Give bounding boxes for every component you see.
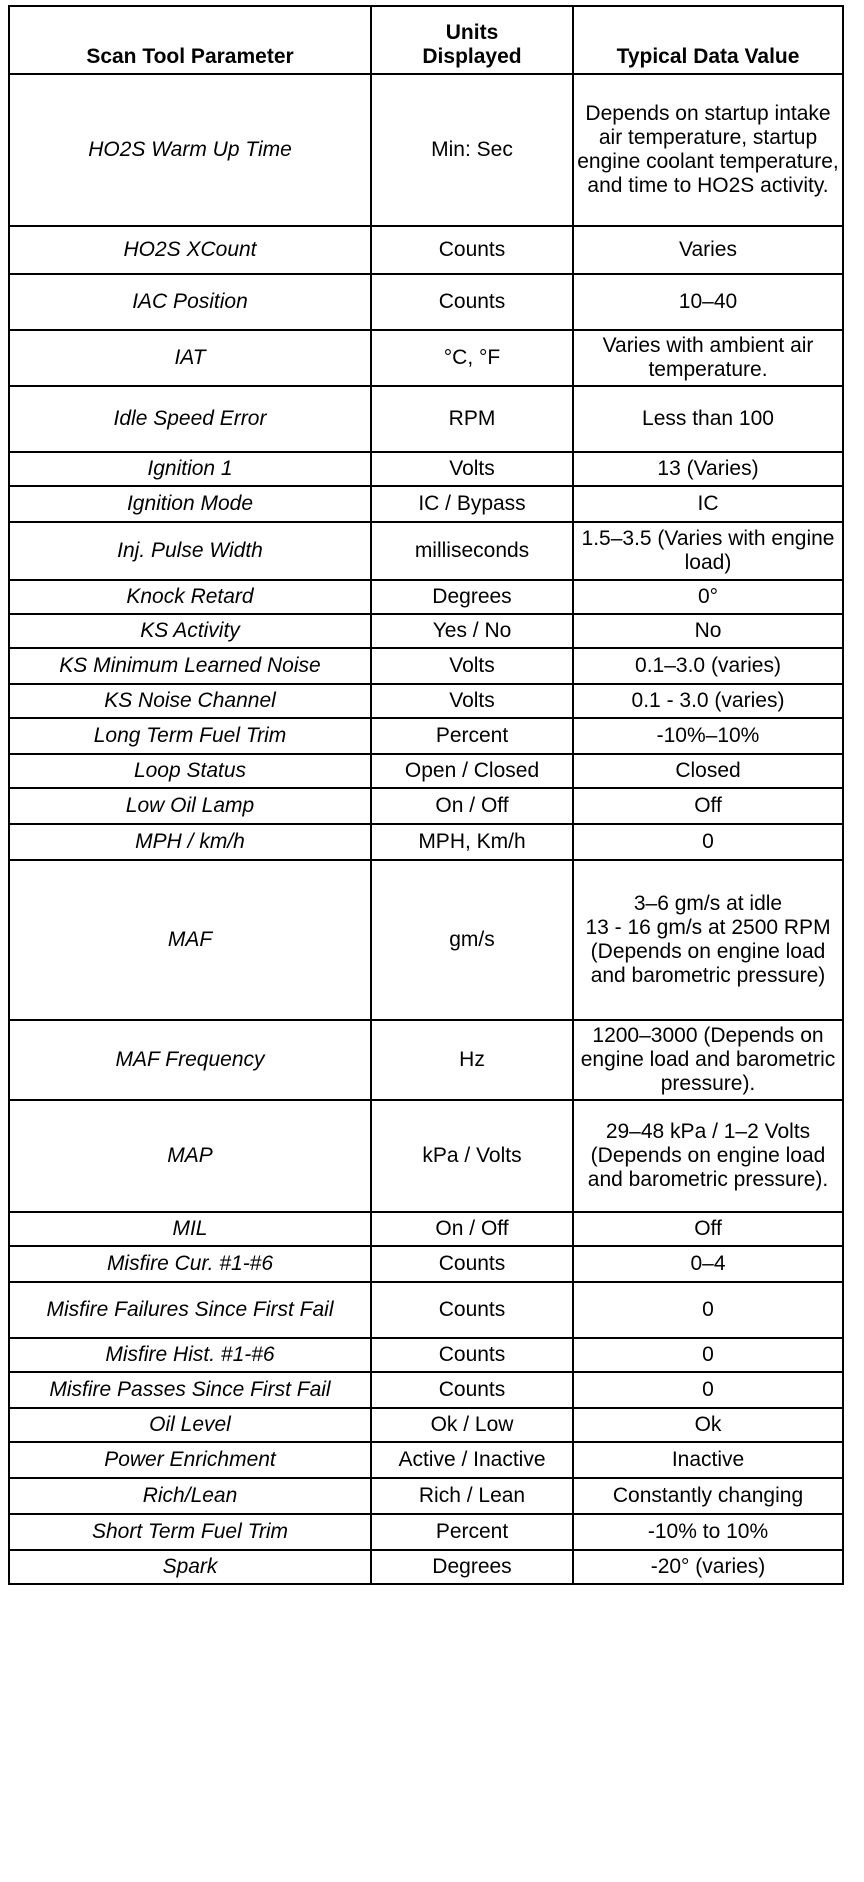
table-row xyxy=(9,1020,843,1100)
typical-value-cell: 0.1–3.0 (varies) xyxy=(573,648,843,684)
typical-value-cell: 13 (Varies) xyxy=(573,452,843,486)
units-cell: Open / Closed xyxy=(371,754,573,788)
units-cell: gm/s xyxy=(371,860,573,1020)
param-cell: Low Oil Lamp xyxy=(9,788,371,824)
typical-value-cell: Varies with ambient air temperature. xyxy=(573,330,843,386)
typical-value-cell: 0 xyxy=(573,1372,843,1408)
param-cell: Misfire Failures Since First Fail xyxy=(9,1282,371,1338)
table-row xyxy=(9,1514,843,1550)
typical-value-cell: 1200–3000 (Depends on engine load and barometric pressure). xyxy=(573,1020,843,1100)
units-cell: Counts xyxy=(371,1246,573,1282)
units-cell: Percent xyxy=(371,1514,573,1550)
param-cell: MPH / km/h xyxy=(9,824,371,860)
typical-value-cell: 0.1 - 3.0 (varies) xyxy=(573,684,843,718)
table-row xyxy=(9,274,843,330)
param-cell: MIL xyxy=(9,1212,371,1246)
units-cell: Volts xyxy=(371,648,573,684)
typical-value-cell: Depends on startup intake air temperature, startup engine coolant temperature, and time to HO2S activity. xyxy=(573,74,843,226)
units-cell: Yes / No xyxy=(371,614,573,648)
units-cell: °C, °F xyxy=(371,330,573,386)
table-row xyxy=(9,718,843,754)
param-cell: Inj. Pulse Width xyxy=(9,522,371,580)
units-cell: IC / Bypass xyxy=(371,486,573,522)
units-cell: Counts xyxy=(371,274,573,330)
table-row xyxy=(9,486,843,522)
param-cell: Loop Status xyxy=(9,754,371,788)
table-row xyxy=(9,330,843,386)
units-cell: Min: Sec xyxy=(371,74,573,226)
param-cell: Power Enrichment xyxy=(9,1442,371,1478)
typical-value-cell: 0 xyxy=(573,824,843,860)
units-cell: Counts xyxy=(371,1282,573,1338)
document-page xyxy=(8,5,842,1585)
typical-value-cell: Closed xyxy=(573,754,843,788)
typical-value-cell: 1.5–3.5 (Varies with engine load) xyxy=(573,522,843,580)
param-cell: Short Term Fuel Trim xyxy=(9,1514,371,1550)
header-typical-data-value: Typical Data Value xyxy=(573,6,843,74)
param-cell: Misfire Passes Since First Fail xyxy=(9,1372,371,1408)
units-cell: kPa / Volts xyxy=(371,1100,573,1212)
units-cell: RPM xyxy=(371,386,573,452)
param-cell: Idle Speed Error xyxy=(9,386,371,452)
typical-value-cell: Less than 100 xyxy=(573,386,843,452)
table-row xyxy=(9,452,843,486)
param-cell: MAP xyxy=(9,1100,371,1212)
typical-value-cell: Varies xyxy=(573,226,843,274)
units-cell: MPH, Km/h xyxy=(371,824,573,860)
units-cell: Active / Inactive xyxy=(371,1442,573,1478)
param-cell: Oil Level xyxy=(9,1408,371,1442)
table-row xyxy=(9,1246,843,1282)
units-cell: Degrees xyxy=(371,1550,573,1584)
table-row xyxy=(9,614,843,648)
table-row xyxy=(9,824,843,860)
param-cell: Ignition Mode xyxy=(9,486,371,522)
param-cell: MAF Frequency xyxy=(9,1020,371,1100)
typical-value-cell: Off xyxy=(573,788,843,824)
param-cell: KS Activity xyxy=(9,614,371,648)
table-row xyxy=(9,1478,843,1514)
typical-value-cell: No xyxy=(573,614,843,648)
table-row xyxy=(9,1442,843,1478)
param-cell: KS Minimum Learned Noise xyxy=(9,648,371,684)
typical-value-cell: IC xyxy=(573,486,843,522)
table-row xyxy=(9,684,843,718)
scan-tool-data-table xyxy=(8,5,844,1585)
table-row xyxy=(9,1372,843,1408)
units-cell: Ok / Low xyxy=(371,1408,573,1442)
table-row xyxy=(9,788,843,824)
units-cell: Hz xyxy=(371,1020,573,1100)
typical-value-cell: 0° xyxy=(573,580,843,614)
units-cell: Percent xyxy=(371,718,573,754)
param-cell: Knock Retard xyxy=(9,580,371,614)
header-row xyxy=(9,6,843,74)
table-row xyxy=(9,226,843,274)
param-cell: Ignition 1 xyxy=(9,452,371,486)
units-cell: Counts xyxy=(371,1372,573,1408)
param-cell: HO2S Warm Up Time xyxy=(9,74,371,226)
units-cell: On / Off xyxy=(371,1212,573,1246)
typical-value-cell: Inactive xyxy=(573,1442,843,1478)
table-row xyxy=(9,522,843,580)
param-cell: MAF xyxy=(9,860,371,1020)
units-cell: Volts xyxy=(371,452,573,486)
typical-value-cell: 0 xyxy=(573,1338,843,1372)
units-cell: Degrees xyxy=(371,580,573,614)
typical-value-cell: -10%–10% xyxy=(573,718,843,754)
typical-value-cell: 3–6 gm/s at idle 13 - 16 gm/s at 2500 RPM (Depends on engine load and barometric pressure) xyxy=(573,860,843,1020)
typical-value-cell: Constantly changing xyxy=(573,1478,843,1514)
typical-value-cell: Off xyxy=(573,1212,843,1246)
table-row xyxy=(9,74,843,226)
table-row xyxy=(9,648,843,684)
table-row xyxy=(9,1212,843,1246)
typical-value-cell: Ok xyxy=(573,1408,843,1442)
param-cell: IAC Position xyxy=(9,274,371,330)
param-cell: KS Noise Channel xyxy=(9,684,371,718)
param-cell: Misfire Hist. #1-#6 xyxy=(9,1338,371,1372)
table-row xyxy=(9,860,843,1020)
param-cell: Long Term Fuel Trim xyxy=(9,718,371,754)
table-row xyxy=(9,1408,843,1442)
table-row xyxy=(9,580,843,614)
typical-value-cell: 10–40 xyxy=(573,274,843,330)
table-row xyxy=(9,1282,843,1338)
units-cell: Counts xyxy=(371,226,573,274)
param-cell: HO2S XCount xyxy=(9,226,371,274)
header-scan-tool-parameter: Scan Tool Parameter xyxy=(9,6,371,74)
units-cell: Volts xyxy=(371,684,573,718)
units-cell: Counts xyxy=(371,1338,573,1372)
table-row xyxy=(9,386,843,452)
table-row xyxy=(9,1100,843,1212)
param-cell: Rich/Lean xyxy=(9,1478,371,1514)
units-cell: On / Off xyxy=(371,788,573,824)
units-cell: Rich / Lean xyxy=(371,1478,573,1514)
typical-value-cell: -10% to 10% xyxy=(573,1514,843,1550)
table-row xyxy=(9,754,843,788)
table-row xyxy=(9,1550,843,1584)
param-cell: Misfire Cur. #1-#6 xyxy=(9,1246,371,1282)
param-cell: Spark xyxy=(9,1550,371,1584)
typical-value-cell: 0–4 xyxy=(573,1246,843,1282)
typical-value-cell: -20° (varies) xyxy=(573,1550,843,1584)
param-cell: IAT xyxy=(9,330,371,386)
table-row xyxy=(9,1338,843,1372)
typical-value-cell: 0 xyxy=(573,1282,843,1338)
units-cell: milliseconds xyxy=(371,522,573,580)
typical-value-cell: 29–48 kPa / 1–2 Volts (Depends on engine load and barometric pressure). xyxy=(573,1100,843,1212)
header-units-displayed: Units Displayed xyxy=(371,6,573,74)
